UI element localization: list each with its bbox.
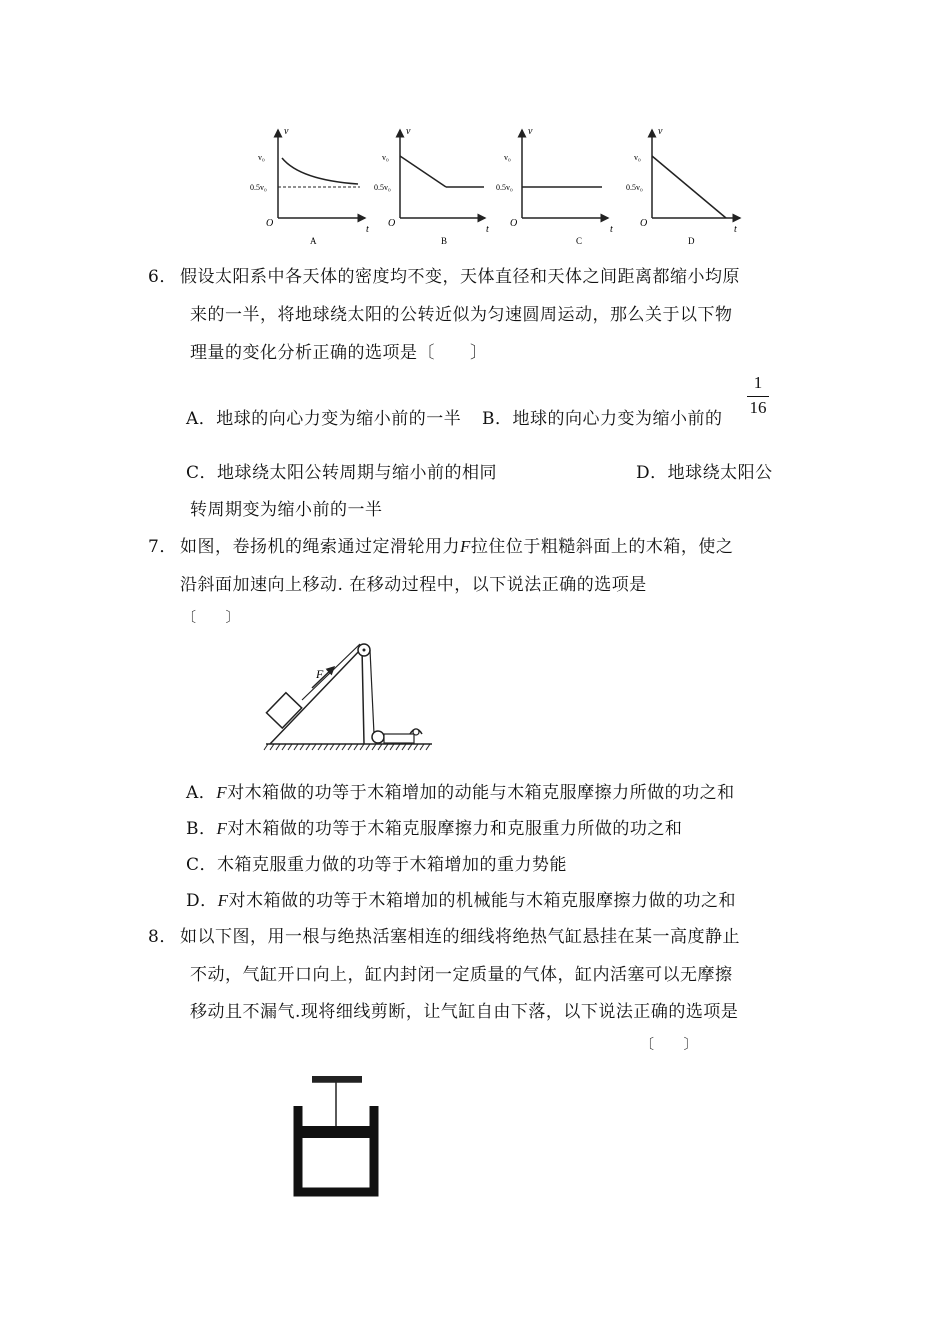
winch-base (384, 734, 414, 743)
graph-a (250, 126, 369, 246)
v0-tick-label: v₀ (634, 153, 641, 162)
half-v0-tick-label: 0.5v₀ (496, 183, 513, 192)
q6-option-d-line1: D．地球绕太阳公 (636, 463, 773, 483)
force-symbol: F (460, 537, 471, 556)
half-v0-tick-label: 0.5v₀ (374, 183, 391, 192)
axis-t-label: t (610, 224, 613, 235)
axis-v-label: v (284, 126, 289, 137)
gas-cylinder-diagram (290, 1068, 390, 1198)
winch-drum-icon (372, 731, 384, 743)
q7-option-a-text: 对木箱做的功等于木箱增加的动能与木箱克服摩擦力所做的功之和 (227, 783, 735, 803)
q6-option-b: B．地球的向心力变为缩小前的 (482, 409, 723, 429)
q7-option-b-text: 对木箱做的功等于木箱克服摩擦力和克服重力所做的功之和 (227, 819, 683, 839)
incline-winch-diagram (260, 636, 440, 760)
q6-fraction-denominator: 16 (749, 398, 767, 417)
axis-v-label: v (528, 126, 533, 137)
axis-t-label: t (734, 224, 737, 235)
q7-option-d-text: 对木箱做的功等于木箱增加的机械能与木箱克服摩擦力做的功之和 (228, 891, 737, 911)
q6-option-d-line2: 转周期变为缩小前的一半 (190, 500, 383, 520)
origin-label: O (510, 218, 518, 229)
q7-option-d-prefix: D． (186, 891, 218, 911)
v0-tick-label: v₀ (382, 153, 389, 162)
q6-stem-line3: 理量的变化分析正确的选项是〔 〕 (190, 343, 488, 363)
v0-tick-label: v₀ (504, 153, 511, 162)
q7-stem-part1: 如图，卷扬机的绳索通过定滑轮用力 (180, 537, 460, 557)
q8-stem-line1: 如以下图，用一根与绝热活塞相连的细线将绝热气缸悬挂在某一高度静止 (180, 927, 740, 947)
q7-stem-part2: 拉住位于粗糙斜面上的木箱，使之 (470, 537, 734, 557)
q6-option-a: A．地球的向心力变为缩小前的一半 (186, 409, 462, 429)
q8-stem-line2: 不动，气缸开口向上，缸内封闭一定质量的气体，缸内活塞可以无摩擦 (190, 965, 733, 985)
half-v0-tick-label: 0.5v₀ (626, 183, 643, 192)
graph-a-label: A (310, 236, 317, 246)
graph-d-label: D (688, 236, 695, 246)
origin-label: O (388, 218, 396, 229)
v0-tick-label: v₀ (258, 153, 265, 162)
q7-option-b (186, 814, 682, 839)
q7-option-a-prefix: A． (186, 783, 217, 803)
q6-stem-line1: 假设太阳系中各天体的密度均不变，天体直径和天体之间距离都缩小均原 (180, 267, 740, 287)
q8-stem-line3: 移动且不漏气.现将细线剪断，让气缸自由下落，以下说法正确的选项是 (190, 1002, 739, 1022)
wooden-box (266, 693, 301, 728)
half-v0-tick-label: 0.5v₀ (250, 183, 267, 192)
piston (302, 1126, 370, 1138)
axis-t-label: t (366, 224, 369, 235)
q8-paren: 〔 〕 (640, 1037, 698, 1053)
q7-option-d (186, 886, 736, 911)
q7-number: 7． (148, 537, 177, 557)
ceiling-support (312, 1076, 362, 1082)
axis-v-label: v (406, 126, 411, 137)
vt-graphs (240, 118, 760, 250)
force-symbol: F (216, 783, 228, 802)
axis-t-label: t (486, 224, 489, 235)
q7-stem-line2: 沿斜面加速向上移动. 在移动过程中，以下说法正确的选项是 (180, 575, 647, 595)
q6-fraction-numerator: 1 (753, 373, 763, 392)
graph-d (626, 126, 740, 246)
q7-option-a (186, 778, 735, 803)
q6-stem-line2: 来的一半，将地球绕太阳的公转近似为匀速圆周运动，那么关于以下物 (190, 305, 733, 325)
q6-option-c: C．地球绕太阳公转周期与缩小前的相同 (186, 463, 498, 483)
q7-paren: 〔 〕 (182, 610, 240, 626)
origin-label: O (266, 218, 274, 229)
graph-c-label: C (576, 236, 583, 246)
graph-b (374, 126, 489, 246)
force-label: F (316, 667, 324, 681)
q8-number: 8． (148, 927, 177, 947)
q7-option-b-prefix: B． (186, 819, 217, 839)
origin-label: O (640, 218, 648, 229)
fraction-bar (747, 396, 769, 397)
curve-a (282, 158, 358, 184)
q7-option-c: C．木箱克服重力做的功等于木箱增加的重力势能 (186, 855, 568, 875)
q7-stem-line1 (180, 532, 733, 557)
graph-b-label: B (441, 236, 448, 246)
graph-c (496, 126, 613, 246)
q6-number: 6． (148, 267, 177, 287)
force-symbol: F (216, 819, 228, 838)
force-symbol: F (217, 891, 229, 910)
axis-v-label: v (658, 126, 663, 137)
